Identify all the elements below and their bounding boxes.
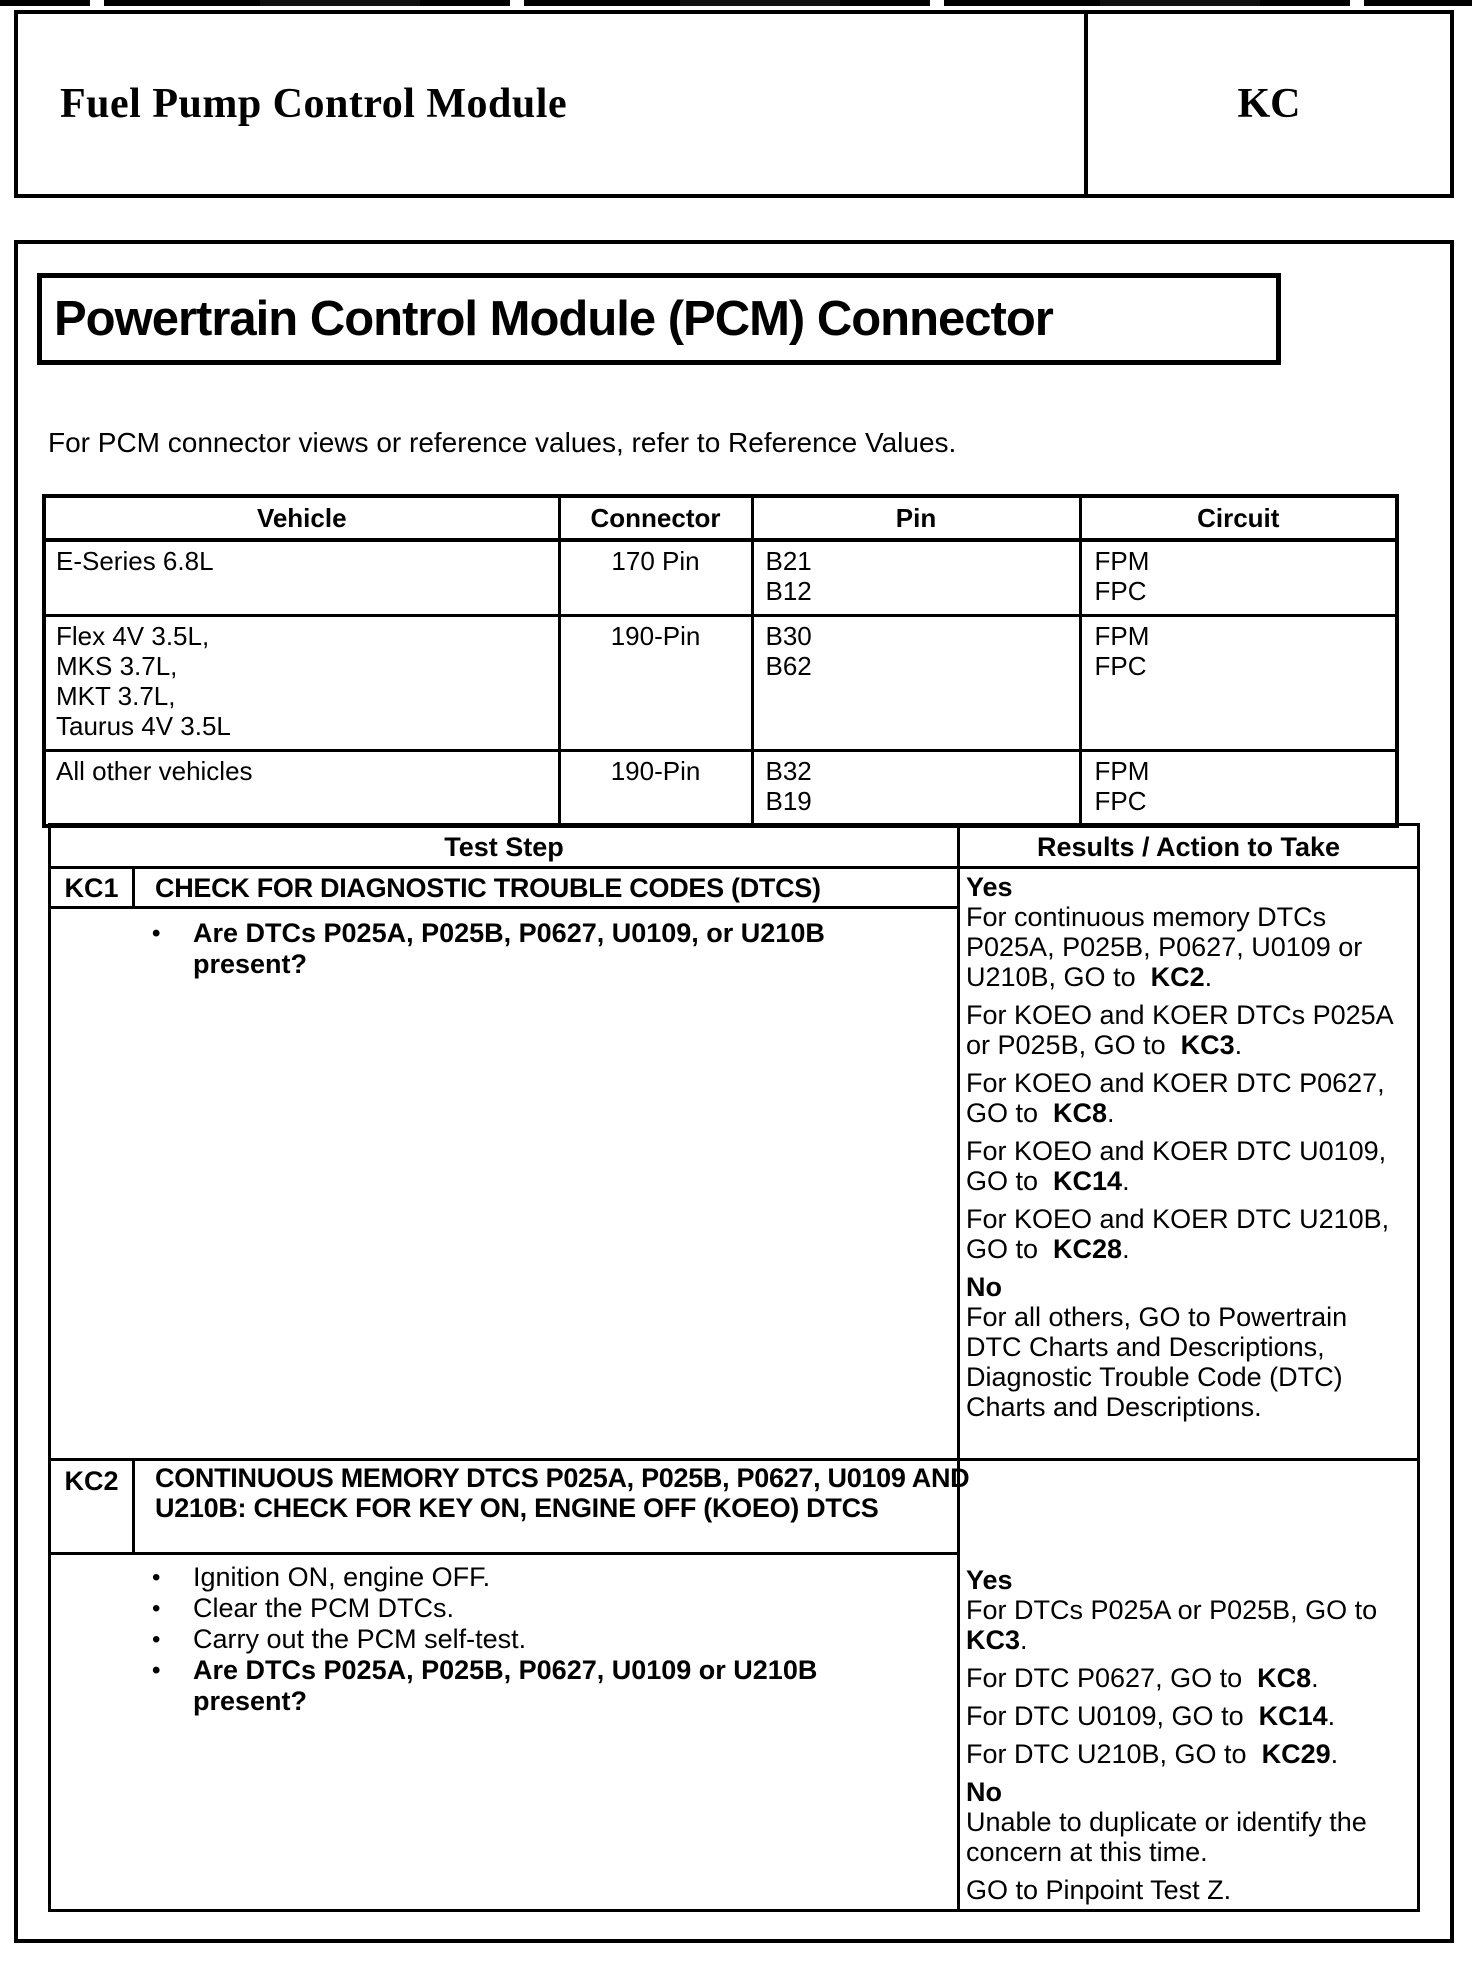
result-action [966, 1739, 1403, 1769]
result-action [966, 1595, 1403, 1655]
result-action [966, 1663, 1403, 1693]
step-results [966, 872, 1403, 1430]
connector-table [42, 494, 1399, 828]
step-reference-link[interactable]: KC14 [1258, 1701, 1328, 1731]
table-gridline [51, 1458, 1417, 1461]
table-row [44, 616, 1397, 751]
bullet-icon: • [152, 1657, 161, 1684]
result-text: . [1107, 1098, 1115, 1128]
step-reference-link[interactable]: KC29 [1261, 1739, 1331, 1769]
bullet-text: Ignition ON, engine OFF. [193, 1562, 491, 1592]
table-row [44, 540, 1397, 616]
result-text: For KOEO and KOER DTCs P025A or P025B, GO to [966, 1000, 1393, 1060]
bullet-item [149, 1562, 928, 1593]
table-gridline [51, 866, 1417, 869]
table-gridline [132, 1461, 135, 1552]
section-title: Powertrain Control Module (PCM) Connector [54, 292, 1053, 346]
document-header-left [18, 14, 1084, 194]
document-header [14, 10, 1454, 198]
table-gridline [132, 869, 135, 906]
connector-cell: 190-Pin [559, 751, 752, 827]
result-text: GO to Pinpoint Test Z. [966, 1875, 1232, 1905]
bullet-icon: • [152, 1595, 161, 1622]
result-action [966, 1068, 1403, 1128]
bullet-icon: • [152, 920, 161, 947]
result-action [966, 1136, 1403, 1196]
result-action [966, 902, 1403, 992]
table-gridline [957, 826, 960, 1909]
section-code: KC [1237, 81, 1301, 127]
result-text: . [1311, 1663, 1319, 1693]
pin-cell: B32 B19 [752, 751, 1080, 827]
step-reference-link[interactable]: KC8 [1257, 1663, 1312, 1693]
bullet-item [149, 1655, 928, 1717]
table-gridline [51, 906, 957, 909]
scan-artifact-top [0, 0, 1472, 6]
bullet-item [149, 1624, 928, 1655]
connector-cell: 190-Pin [559, 616, 752, 751]
connector-table-body [44, 540, 1397, 826]
step-reference-link[interactable]: KC3 [966, 1625, 1021, 1655]
result-text: For KOEO and KOER DTC U210B, GO to [966, 1204, 1390, 1264]
result-answer-label: No [966, 1777, 1002, 1807]
bullet-text: Clear the PCM DTCs. [193, 1593, 455, 1623]
table-gridline [51, 1552, 957, 1555]
circuit-cell: FPM FPC [1080, 540, 1397, 616]
step-id: KC2 [64, 1466, 119, 1496]
pin-cell: B21 B12 [752, 540, 1080, 616]
result-text: Unable to duplicate or identify the concern at this time. [966, 1807, 1367, 1867]
result-text: For DTC U0109, GO to [966, 1701, 1259, 1731]
connector-table-header-row [44, 496, 1397, 540]
bullet-item [149, 918, 928, 980]
col-header-vehicle: Vehicle [44, 496, 559, 540]
step-reference-link[interactable]: KC2 [1150, 962, 1205, 992]
result-text: For all others, GO to Powertrain DTC Charts and Descriptions, Diagnostic Trouble Code (DTC) Charts and Descriptions. [966, 1302, 1348, 1422]
document-header-right [1084, 14, 1450, 194]
connector-table-wrap [42, 494, 1399, 828]
section-title-box [37, 273, 1281, 365]
step-bullets [149, 1562, 928, 1717]
main-content-box [14, 240, 1454, 1943]
connector-cell: 170 Pin [559, 540, 752, 616]
result-text: For DTC P0627, GO to [966, 1663, 1258, 1693]
result-text: . [1234, 1030, 1243, 1060]
result-action [966, 1302, 1403, 1422]
step-results [966, 1565, 1403, 1913]
circuit-cell: FPM FPC [1080, 616, 1397, 751]
result-action [966, 1000, 1403, 1060]
step-bullets [149, 918, 928, 980]
result-answer-label: Yes [966, 872, 1013, 902]
test-table [48, 823, 1420, 1912]
result-text: . [1330, 1739, 1339, 1769]
result-text: For KOEO and KOER DTC U0109, GO to [966, 1136, 1387, 1196]
step-reference-link[interactable]: KC14 [1053, 1166, 1123, 1196]
result-answer-label: No [966, 1272, 1002, 1302]
pin-cell: B30 B62 [752, 616, 1080, 751]
bullet-text: Are DTCs P025A, P025B, P0627, U0109, or U210B present? [193, 918, 825, 979]
result-text: For DTC U210B, GO to [966, 1739, 1262, 1769]
result-answer-label: Yes [966, 1565, 1013, 1595]
vehicle-cell: E-Series 6.8L [44, 540, 559, 616]
bullet-text: Carry out the PCM self-test. [193, 1624, 527, 1654]
result-action [966, 1875, 1403, 1905]
table-row [44, 751, 1397, 827]
bullet-icon: • [152, 1626, 161, 1653]
result-action [966, 1807, 1403, 1867]
col-header-pin: Pin [752, 496, 1080, 540]
result-text: . [1327, 1701, 1336, 1731]
vehicle-cell: All other vehicles [44, 751, 559, 827]
reference-values-link[interactable]: Reference Values. [728, 427, 957, 458]
step-reference-link[interactable]: KC28 [1053, 1234, 1123, 1264]
result-text: For DTCs P025A or P025B, GO to [966, 1595, 1378, 1625]
step-title: CONTINUOUS MEMORY DTCS P025A, P025B, P0627, U0109 AND U210B: CHECK FOR KEY ON, ENGINE OFF (KOEO) DTCS [155, 1463, 970, 1523]
bullet-item [149, 1593, 928, 1624]
result-text: For continuous memory DTCs P025A, P025B, P0627, U0109 or U210B, GO to [966, 902, 1363, 992]
intro-prefix: For PCM connector views or reference values, refer to [48, 427, 729, 458]
test-step-column-header: Test Step [444, 832, 564, 862]
circuit-cell: FPM FPC [1080, 751, 1397, 827]
bullet-text: Are DTCs P025A, P025B, P0627, U0109 or U210B present? [193, 1655, 818, 1716]
step-reference-link[interactable]: KC8 [1053, 1098, 1108, 1128]
bullet-icon: • [152, 1564, 161, 1591]
vehicle-cell: Flex 4V 3.5L, MKS 3.7L, MKT 3.7L, Taurus 4V 3.5L [44, 616, 559, 751]
step-title: CHECK FOR DIAGNOSTIC TROUBLE CODES (DTCS) [155, 873, 821, 903]
step-reference-link[interactable]: KC3 [1180, 1030, 1235, 1060]
result-text: For KOEO and KOER DTC P0627, GO to [966, 1068, 1385, 1128]
result-text: . [1020, 1625, 1028, 1655]
col-header-circuit: Circuit [1080, 496, 1397, 540]
result-action [966, 1204, 1403, 1264]
step-id: KC1 [64, 873, 119, 903]
result-action [966, 1701, 1403, 1731]
result-text: . [1204, 962, 1213, 992]
result-text: . [1122, 1166, 1130, 1196]
col-header-connector: Connector [559, 496, 752, 540]
intro-text [48, 427, 956, 459]
results-column-header: Results / Action to Take [1036, 832, 1341, 862]
result-text: . [1122, 1234, 1130, 1264]
document-title: Fuel Pump Control Module [60, 81, 568, 127]
